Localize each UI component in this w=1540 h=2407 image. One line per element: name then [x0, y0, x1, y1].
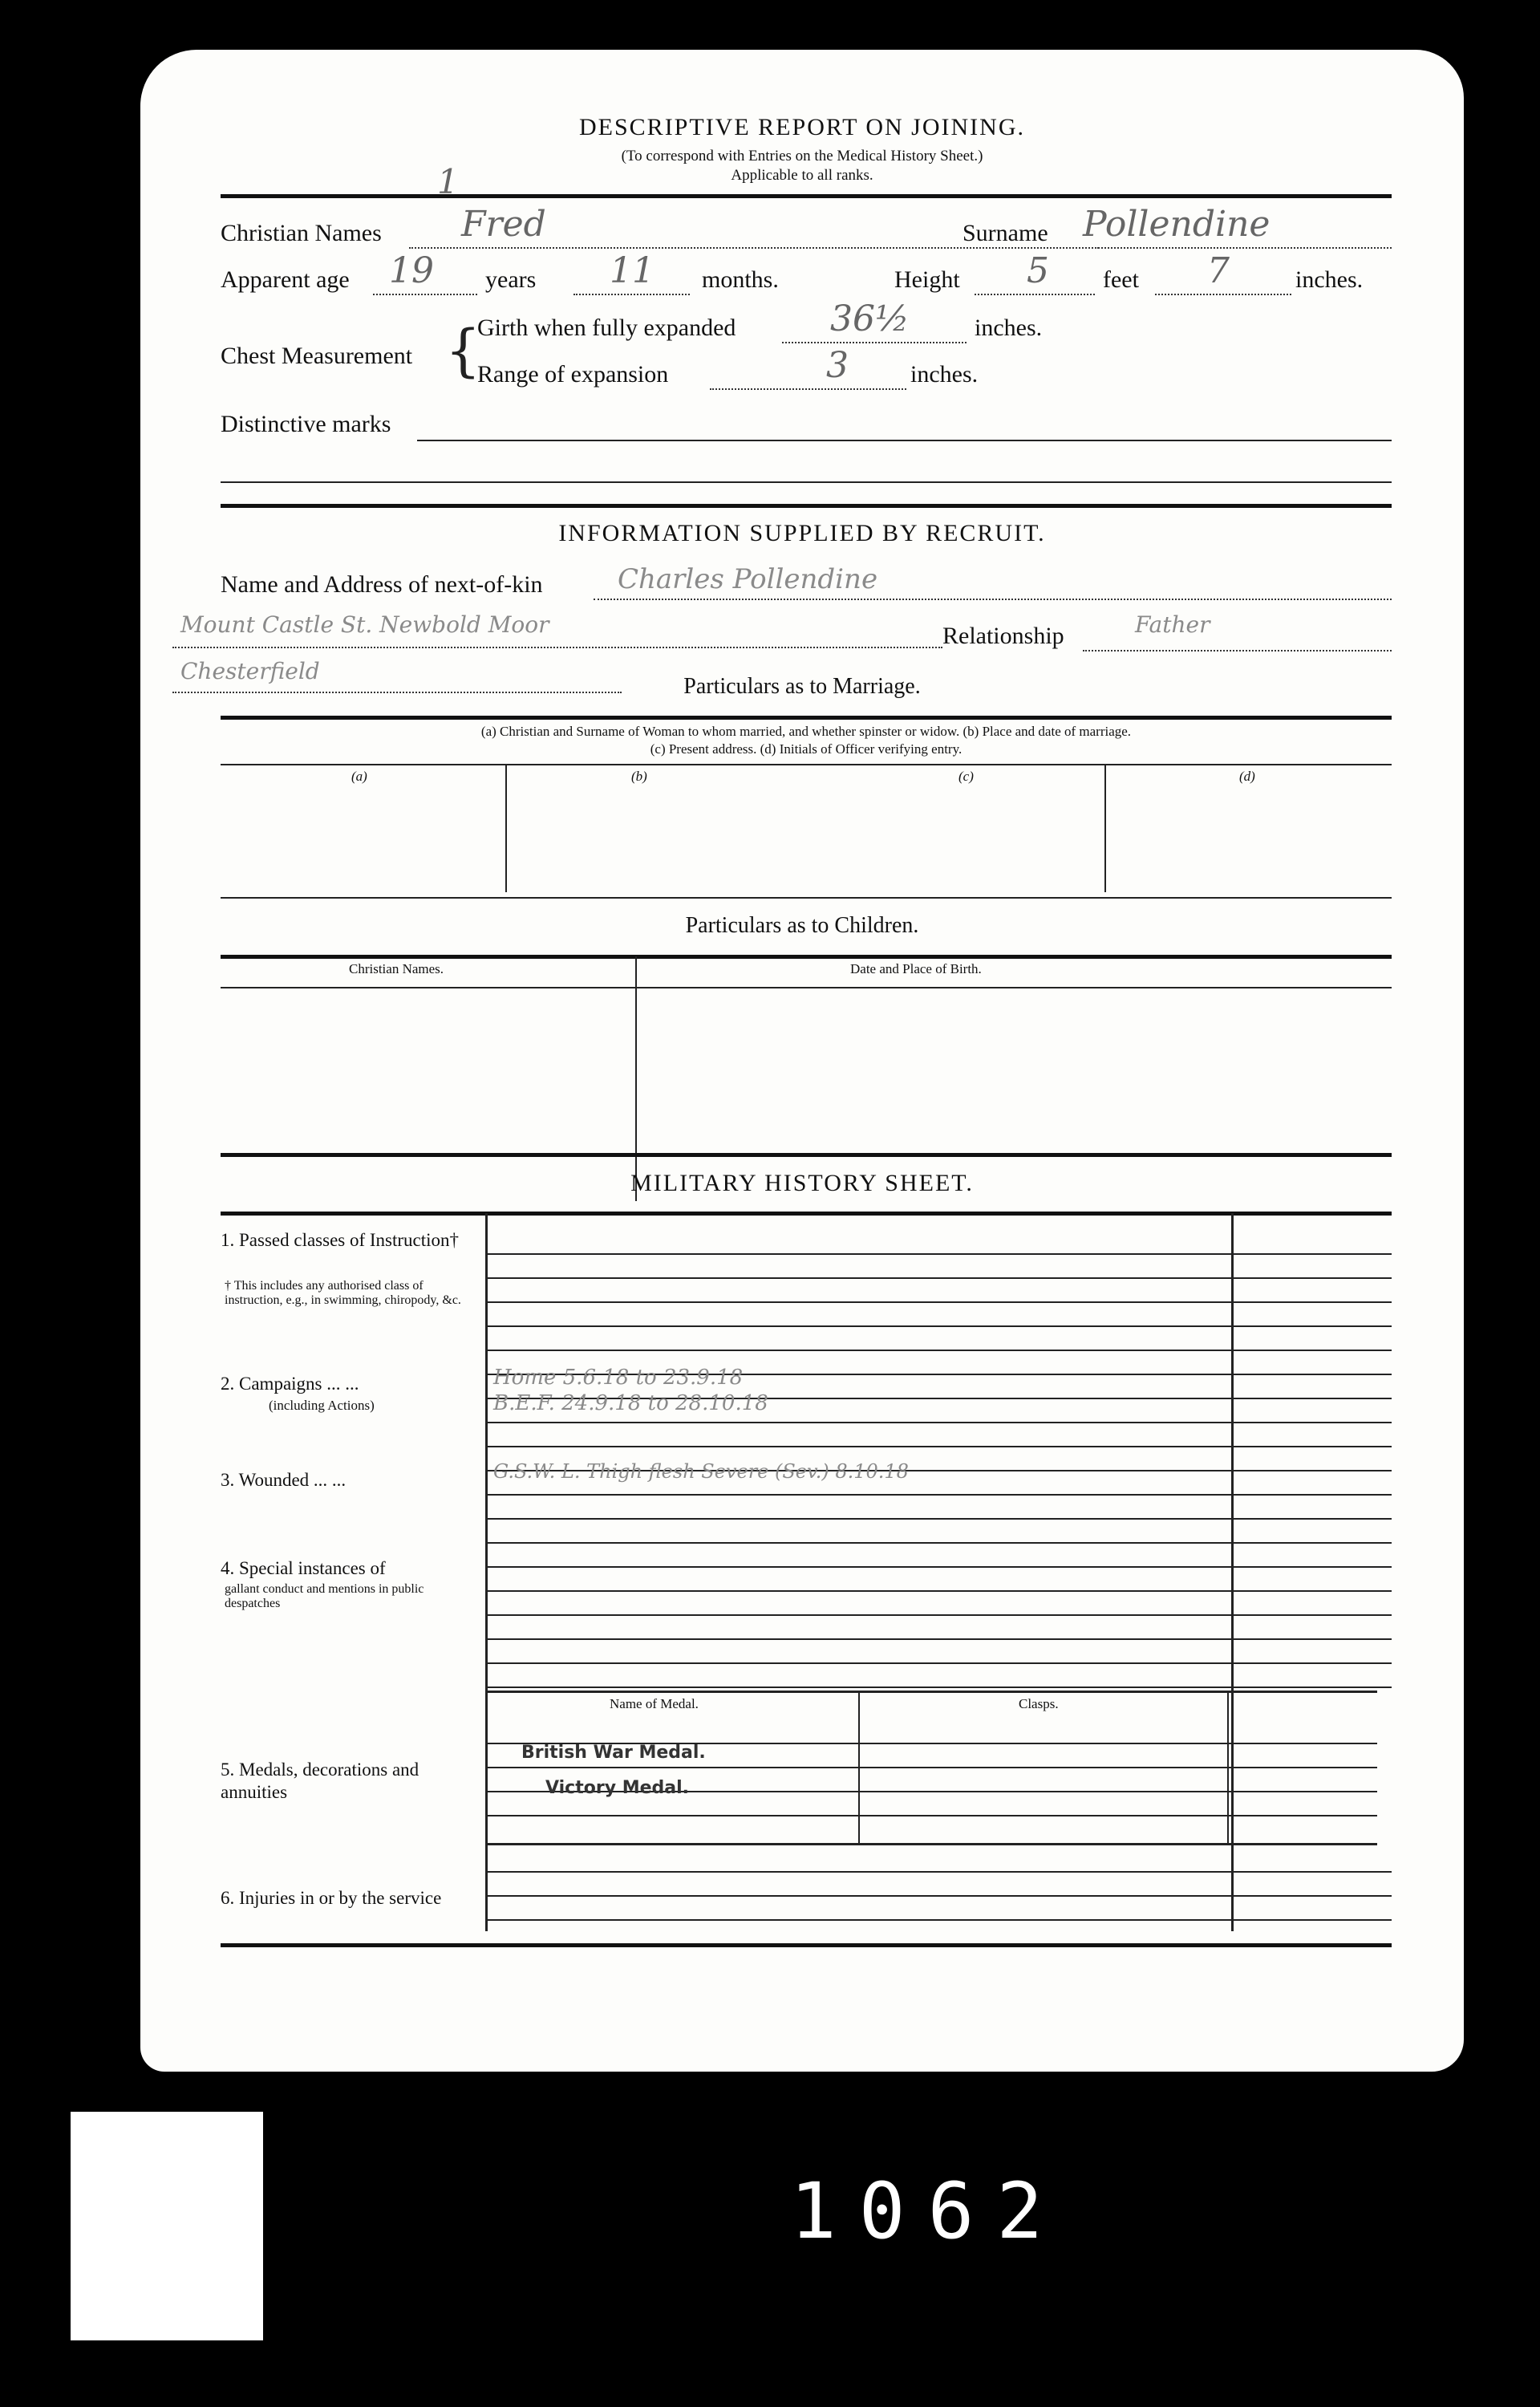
history-line [487, 1566, 1392, 1568]
item2-sub: (including Actions) [269, 1398, 375, 1413]
history-line [487, 1590, 1392, 1592]
calibration-box [71, 2112, 263, 2340]
injuries-line [487, 1871, 1392, 1873]
document-page [140, 50, 1464, 2072]
relationship-value: Father [1135, 611, 1210, 638]
distinctive-marks-line-1 [417, 440, 1392, 441]
marriage-header-rule [221, 764, 1392, 765]
relationship-line [1083, 650, 1392, 651]
chest-measurement-label: Chest Measurement [221, 343, 413, 369]
years-label: years [485, 266, 537, 293]
marriage-note-1: (a) Christian and Surname of Woman to whom married, and whether spinster or widow. (b) Place and date of marriage. [480, 724, 1132, 739]
marriage-note-2: (c) Present address. (d) Initials of Officer verifying entry. [650, 741, 962, 757]
inches-label: inches. [1295, 266, 1364, 293]
range-label: Range of expansion [477, 361, 669, 388]
height-inches-value: 7 [1207, 250, 1230, 291]
surname-value: Pollendine [1083, 204, 1270, 245]
history-line [487, 1422, 1392, 1423]
height-feet-value: 5 [1027, 250, 1049, 291]
medal-line [487, 1767, 1377, 1768]
medal-entry-1: British War Medal. [521, 1743, 706, 1763]
military-history-heading: MILITARY HISTORY SHEET. [630, 1170, 974, 1196]
injuries-line [487, 1895, 1392, 1897]
girth-line [782, 342, 967, 343]
history-line [487, 1687, 1392, 1688]
marriage-col-b: (b) [631, 769, 647, 784]
age-years-line [373, 294, 477, 295]
report-title: DESCRIPTIVE REPORT ON JOINING. [579, 114, 1025, 140]
medal-entry-2: Victory Medal. [545, 1778, 690, 1798]
range-line [710, 388, 906, 390]
christian-names-label: Christian Names [221, 220, 382, 246]
handwritten-mark: 1 [437, 162, 459, 201]
surname-label: Surname [962, 220, 1048, 246]
injuries-line [487, 1919, 1392, 1921]
marriage-rule-top [221, 716, 1392, 720]
history-line [487, 1277, 1392, 1279]
item1-label: 1. Passed classes of Instruction† [221, 1230, 460, 1250]
section-rule-1 [221, 504, 1392, 508]
campaign-entry-2: B.E.F. 24.9.18 to 28.10.18 [493, 1391, 768, 1415]
history-line [487, 1325, 1392, 1327]
frame-number: 1062 [790, 2166, 1066, 2256]
apparent-age-label: Apparent age [221, 266, 350, 293]
history-line [487, 1446, 1392, 1447]
christian-names-value: Fred [461, 204, 546, 245]
item6-label: 6. Injuries in or by the service [221, 1888, 442, 1908]
months-label: months. [702, 266, 779, 293]
medal-line [487, 1815, 1377, 1816]
header-rule [221, 194, 1392, 198]
age-months-line [573, 294, 690, 295]
marriage-heading: Particulars as to Marriage. [683, 674, 921, 699]
next-of-kin-line [594, 599, 1392, 600]
item3-label: 3. Wounded ... ... [221, 1470, 346, 1490]
age-years-value: 19 [389, 250, 434, 291]
girth-unit: inches. [975, 315, 1043, 341]
recruit-info-heading: INFORMATION SUPPLIED BY RECRUIT. [558, 520, 1046, 546]
history-line [487, 1350, 1392, 1351]
medals-col-name: Name of Medal. [610, 1696, 699, 1711]
girth-value: 36½ [830, 298, 910, 339]
relationship-label: Relationship [942, 623, 1064, 649]
children-col-birth: Date and Place of Birth. [850, 961, 982, 976]
medals-rule-top [487, 1691, 1377, 1693]
range-unit: inches. [910, 361, 979, 388]
history-line [487, 1518, 1392, 1520]
history-line [487, 1301, 1392, 1303]
item4-label: 4. Special instances of [221, 1558, 386, 1578]
surname-line [1063, 247, 1392, 249]
distinctive-marks-label: Distinctive marks [221, 411, 391, 437]
children-rule-top [221, 955, 1392, 959]
history-line [487, 1662, 1392, 1664]
history-line [487, 1494, 1392, 1496]
next-of-kin-address-2: Chesterfield [180, 658, 320, 684]
next-of-kin-name: Charles Pollendine [618, 563, 878, 595]
children-header-rule [221, 987, 1392, 988]
marriage-col-c: (c) [958, 769, 974, 784]
address-line-1 [172, 647, 942, 648]
medals-col-clasps: Clasps. [1019, 1696, 1059, 1711]
history-line [487, 1542, 1392, 1544]
report-subtitle-1: (To correspond with Entries on the Medical History Sheet.) [621, 148, 983, 164]
wounded-entry-1: G.S.W. L. Thigh flesh Severe (Sev.) 8.10.18 [493, 1460, 909, 1483]
military-right-divider [1231, 1213, 1234, 1931]
christian-names-line [409, 247, 1099, 249]
military-rule-bottom [221, 1943, 1392, 1947]
marriage-divider-1 [505, 765, 507, 892]
campaign-entry-1: Home 5.6.18 to 23.9.18 [493, 1366, 744, 1390]
children-heading: Particulars as to Children. [685, 913, 919, 938]
chest-brace: { [445, 318, 481, 384]
marriage-divider-2 [1104, 765, 1106, 892]
children-divider [635, 956, 637, 1201]
history-line [487, 1253, 1392, 1255]
item4-sub: gallant conduct and mentions in public despatches [225, 1582, 424, 1610]
next-of-kin-address-1: Mount Castle St. Newbold Moor [180, 611, 549, 638]
children-rule-bottom [221, 1153, 1392, 1157]
height-label: Height [894, 266, 960, 293]
range-value: 3 [826, 345, 849, 386]
feet-label: feet [1103, 266, 1139, 293]
children-col-names: Christian Names. [349, 961, 444, 976]
marriage-rule-bottom [221, 897, 1392, 899]
item5-label: 5. Medals, decorations and annuities [221, 1760, 419, 1802]
girth-label: Girth when fully expanded [477, 315, 736, 341]
distinctive-marks-line-2 [221, 481, 1392, 483]
height-feet-line [975, 294, 1095, 295]
next-of-kin-label: Name and Address of next-of-kin [221, 571, 543, 598]
item2-label: 2. Campaigns ... ... [221, 1374, 359, 1394]
report-subtitle-2: Applicable to all ranks. [731, 167, 873, 184]
item1-note: † This includes any authorised class of instruction, e.g., in swimming, chiropody, &c. [225, 1279, 461, 1307]
marriage-col-a: (a) [351, 769, 367, 784]
age-months-value: 11 [610, 250, 654, 291]
history-line [487, 1614, 1392, 1616]
medals-rule-bottom [487, 1843, 1377, 1845]
height-inches-line [1155, 294, 1291, 295]
marriage-col-d: (d) [1239, 769, 1255, 784]
military-rule-top [221, 1212, 1392, 1216]
history-line [487, 1638, 1392, 1640]
military-label-divider [485, 1213, 488, 1931]
